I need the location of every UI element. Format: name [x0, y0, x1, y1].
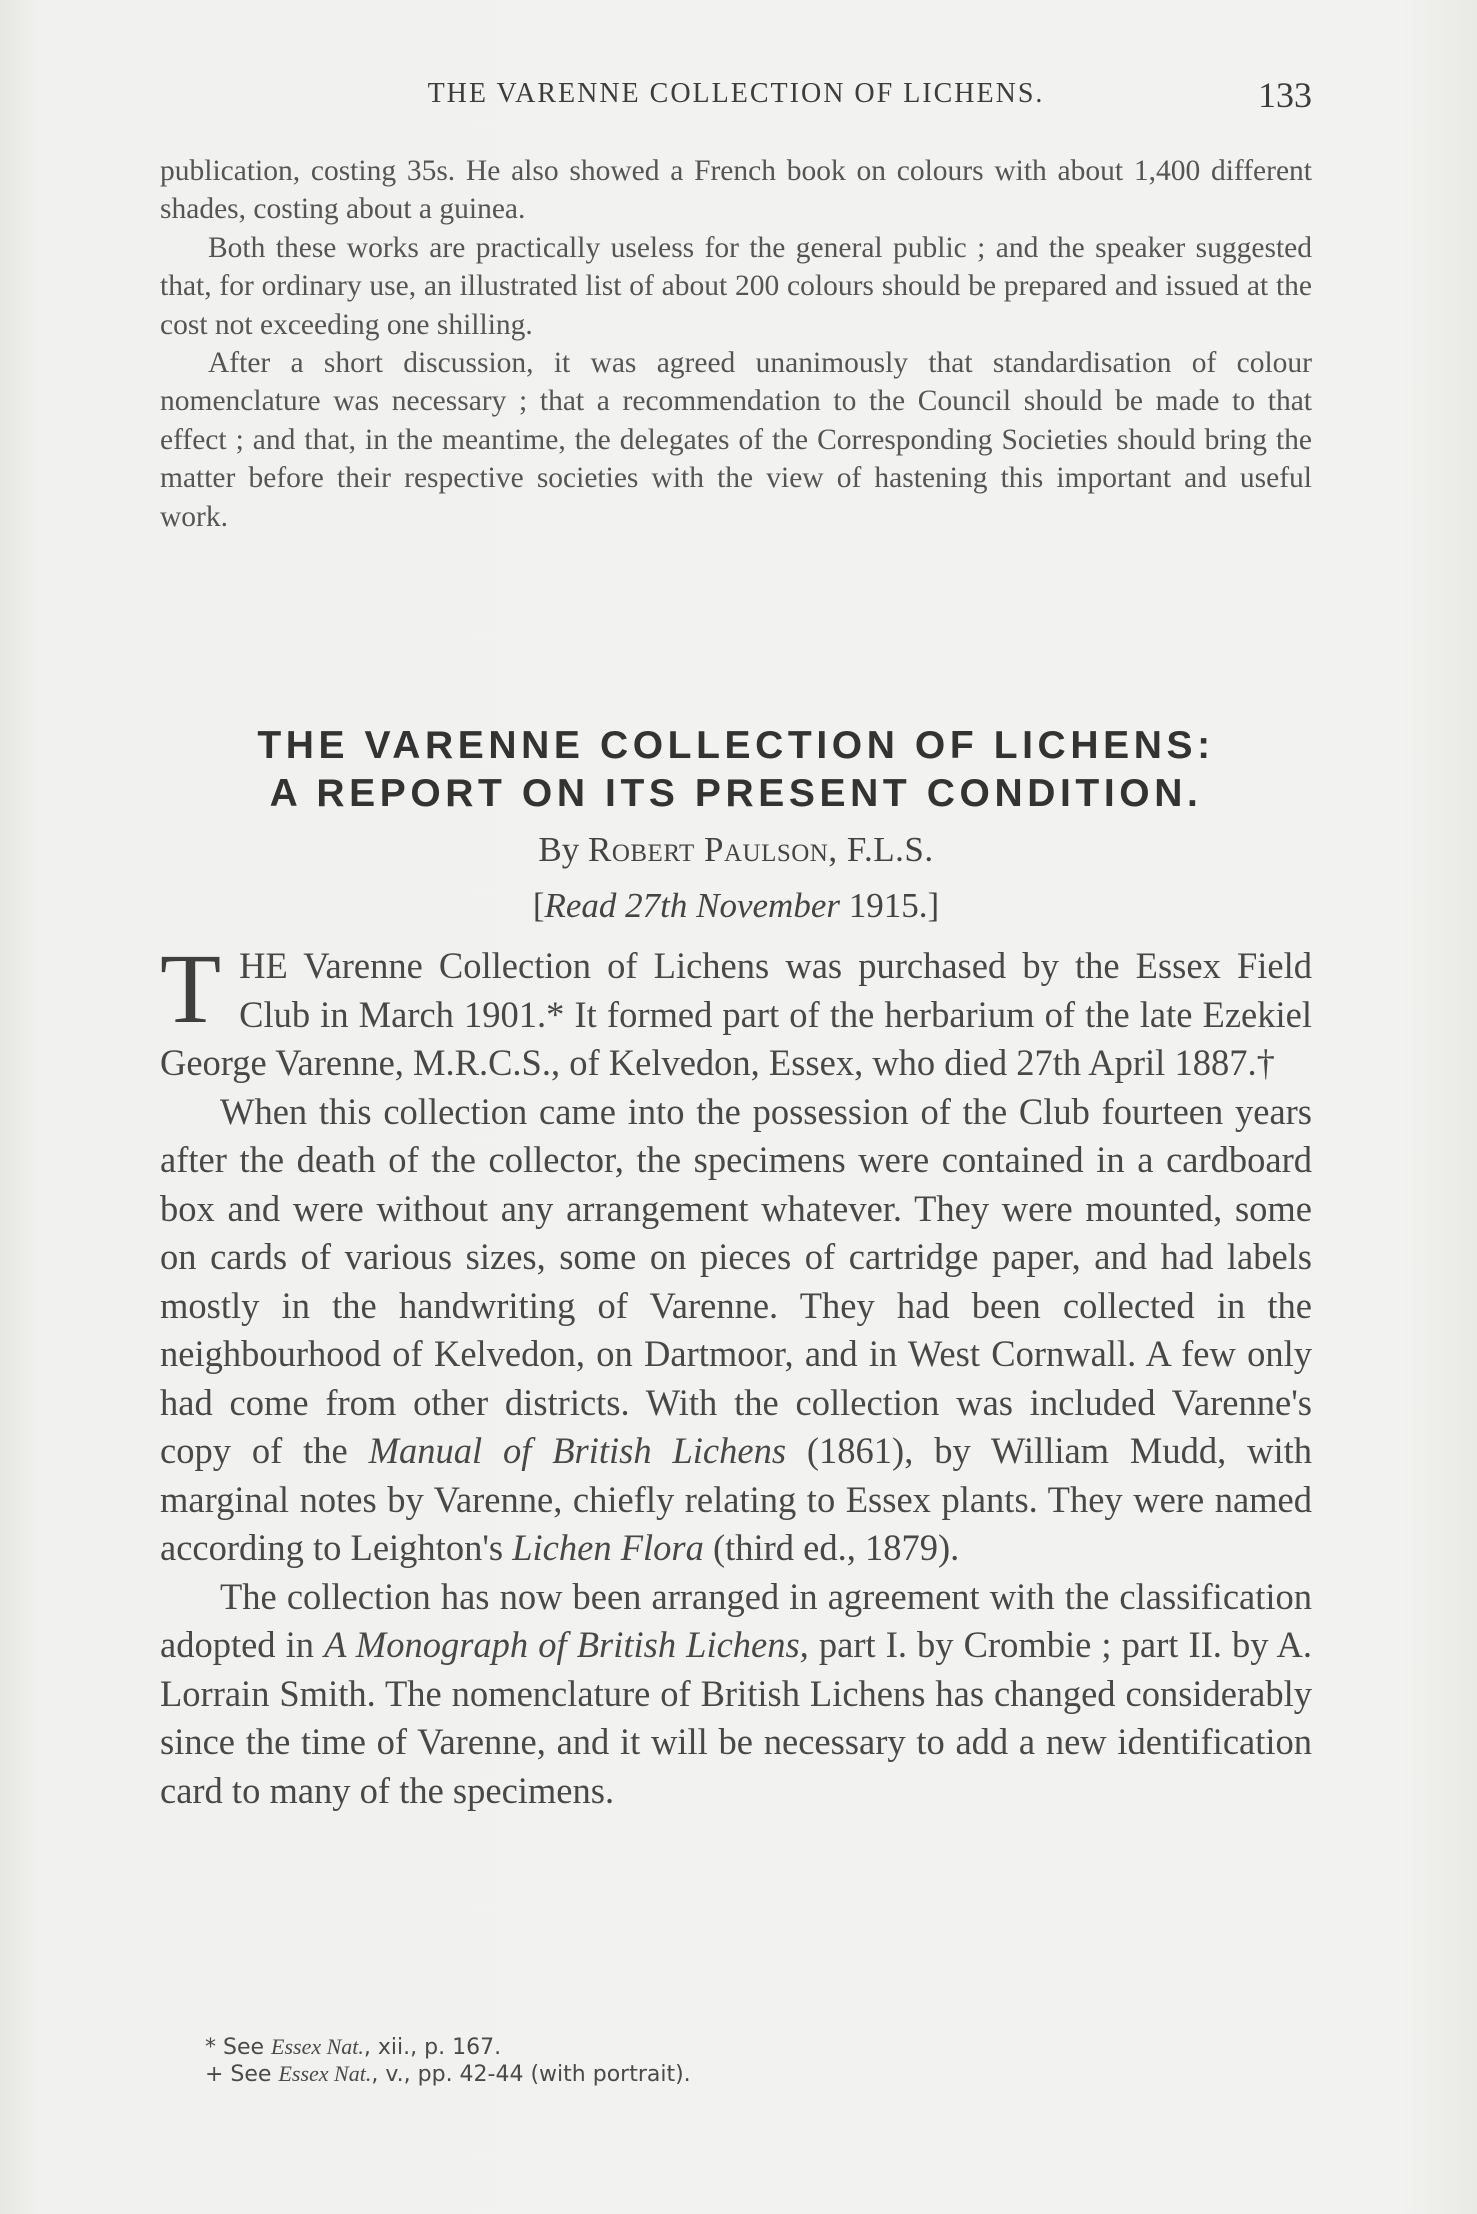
footnote-1-journal: Essex Nat. — [271, 2034, 364, 2059]
footnote-2-ref: , v., pp. 42-44 (with portrait). — [371, 2062, 691, 2087]
footnote-1-ref: , xii., p. 167. — [363, 2035, 502, 2060]
footnote-1 — [205, 2034, 1305, 2061]
read-date — [160, 884, 1312, 928]
preceding-paragraph-1: publication, costing 35s. He also showed a French book on colours with about 1,400 different shades, costing about a guinea. — [160, 155, 1312, 226]
body-paragraph-2-part-3: (third ed., 1879). — [712, 1527, 960, 1568]
book-title-manual: Manual of British Lichens — [368, 1430, 787, 1471]
read-date-italic: Read 27th November — [544, 886, 840, 925]
body-paragraph-1-text: HE Varenne Collection of Lichens was purchased by the Essex Field Club in March 1901.* It formed part of the herbarium of the late Ezekiel George Varenne, M.R.C.S., of Kelvedon, Essex, who died 27th April 1887.† — [160, 945, 1312, 1083]
footnote-2-prefix: + See — [205, 2062, 272, 2087]
footnotes — [205, 2034, 1305, 2088]
article-title — [160, 722, 1312, 818]
footnote-2 — [205, 2061, 1305, 2088]
body-paragraph-1 — [160, 933, 1312, 1088]
author-name: Robert Paulson, F.L.S. — [587, 830, 934, 869]
running-header — [160, 74, 1312, 114]
preceding-paragraph-2: Both these works are practically useless for the general public ; and the speaker suggested that, for ordinary use, an illustrated list of about 200 colours should be prepared and issued at the cost not exceeding one shilling. — [160, 231, 1312, 341]
body-paragraph-2-part-2: (1861), by William Mudd, with marginal notes by Varenne, chiefly relating to Essex plants. They were named according to Leighton's — [160, 1430, 1313, 1568]
body-paragraph-2 — [160, 1088, 1312, 1573]
running-title: THE VARENNE COLLECTION OF LICHENS. — [427, 78, 1045, 109]
article-title-line-2: A REPORT ON ITS PRESENT CONDITION. — [269, 772, 1203, 815]
footnote-2-journal: Essex Nat. — [278, 2061, 372, 2086]
page-number: 133 — [1258, 75, 1312, 115]
body-paragraph-2-part-1: When this collection came into the possession of the Club fourteen years after the death of the collector, the specimens were contained in a cardboard box and were without any arrangement whatever. They were mounted, some on cards of various sizes, some on pieces of cartridge paper, and had labels mostly in the handwriting of Varenne. They had been collected in the neighbourhood of Kelvedon, on Dartmoor, and in West Cornwall. A few only had come from other districts. With the collection was included Varenne's copy of the — [160, 1090, 1312, 1471]
body-paragraph-3-part-2: part I. by Crombie ; part II. by A. Lorrain Smith. The nomenclature of British Lichens has changed considerably since the time of Varenne, and it will be necessary to add a new identification card to many of the specimens. — [160, 1624, 1313, 1811]
drop-cap: T — [160, 933, 222, 1044]
preceding-paragraph-3: After a short discussion, it was agreed unanimously that standardisation of colour nomenclature was necessary ; that a recommendation to the Council should be made to that effect ; and that, in the meantime, the delegates of the Corresponding Societies should bring the matter before their respective societies with the view of hastening this important and useful work. — [160, 347, 1312, 533]
article-body — [160, 933, 1313, 1815]
article-title-line-1: THE VARENNE COLLECTION OF LICHENS: — [257, 724, 1215, 767]
read-date-open: [ — [532, 886, 545, 925]
preceding-article-text — [160, 152, 1312, 536]
book-title-monograph: A Monograph of British Lichens, — [324, 1624, 809, 1665]
footnote-1-prefix: * See — [205, 2035, 265, 2060]
body-paragraph-3 — [160, 1573, 1312, 1816]
book-title-lichen-flora: Lichen Flora — [512, 1527, 704, 1568]
byline — [160, 828, 1312, 872]
body-paragraph-3-part-1: The collection has now been arranged in agreement with the classification adopted in — [160, 1575, 1312, 1665]
read-date-year: 1915.] — [848, 886, 940, 925]
byline-prefix: By — [538, 830, 580, 869]
